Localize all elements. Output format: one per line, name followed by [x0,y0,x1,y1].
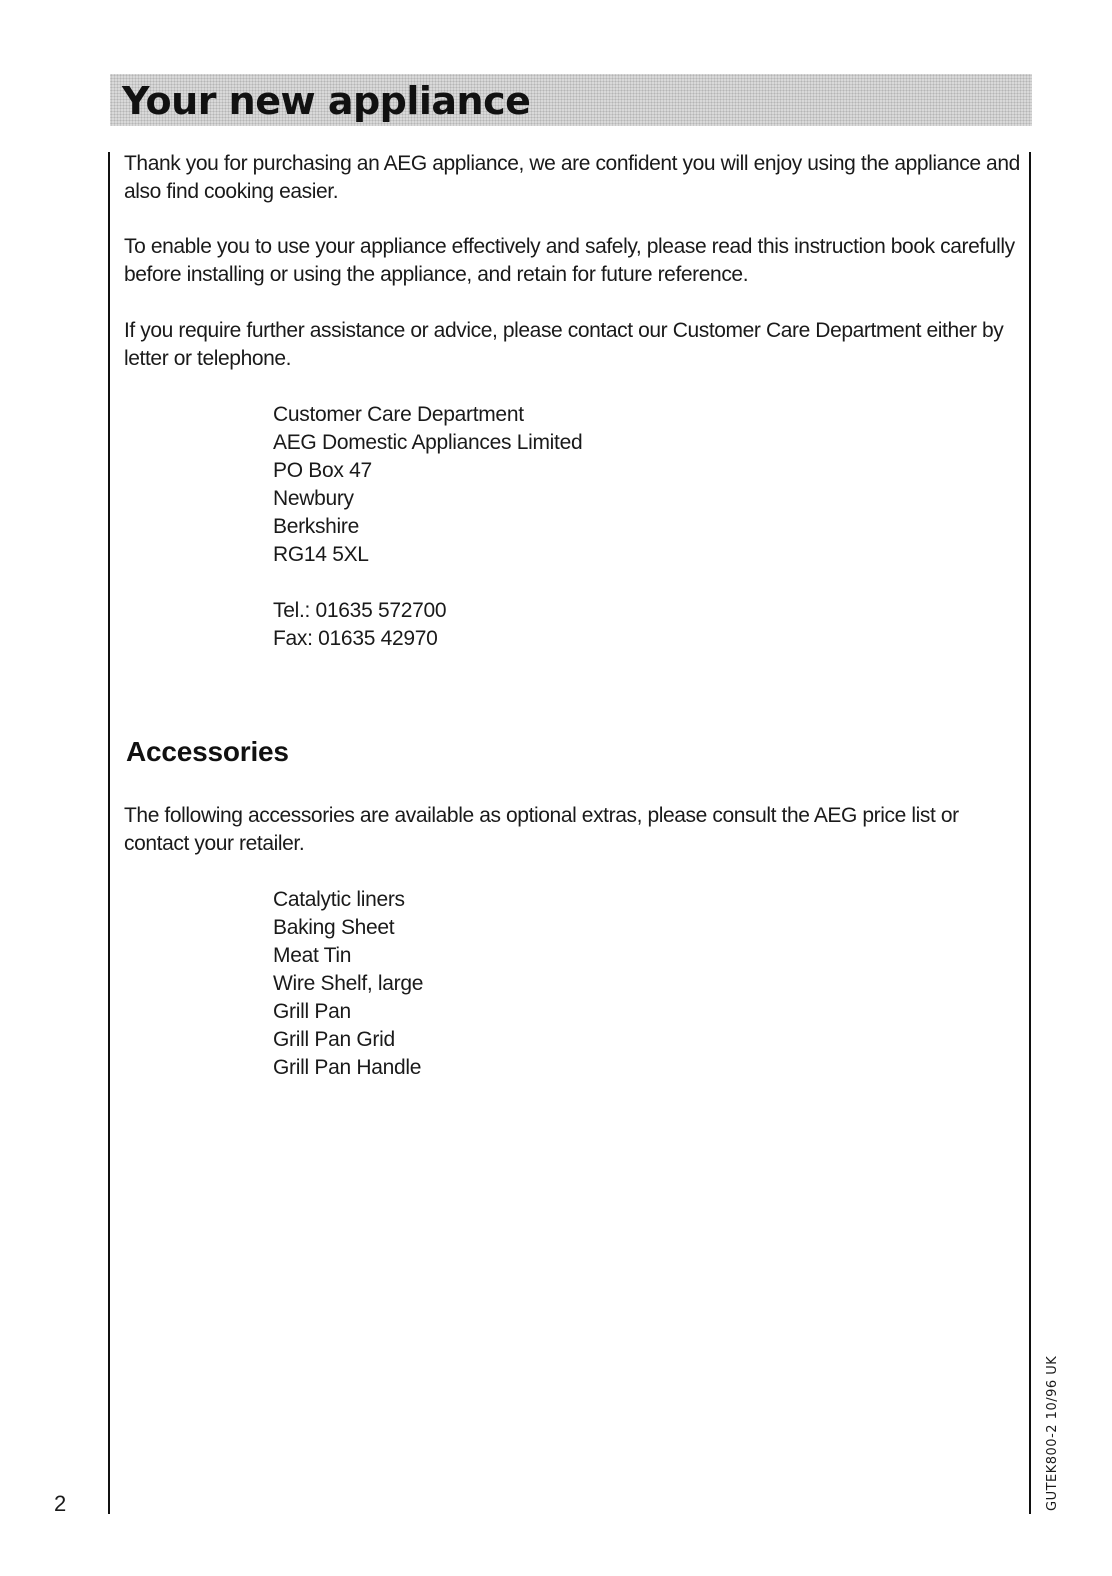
address-line-company: AEG Domestic Appliances Limited [273,431,583,454]
address-line-postcode: RG14 5XL [273,543,369,566]
intro-paragraph-thanks: Thank you for purchasing an AEG appliance, we are confident you will enjoy using the appliance and also find cooking easier. [124,152,1020,203]
intro-paragraph-assistance: If you require further assistance or advice, please contact our Customer Care Department either by letter or telephone. [124,319,1004,370]
document-code: GUTEK800-2 10/96 UK [1045,1355,1060,1511]
contact-block [273,597,446,653]
accessories-list [273,886,423,1082]
intro-paragraph-safety: To enable you to use your appliance effectively and safely, please read this instruction book carefully before installing or using the appliance, and retain for future reference. [124,235,1015,286]
address-line-department: Customer Care Department [273,403,524,426]
accessories-heading: Accessories [126,736,289,767]
accessories-intro: The following accessories are available as optional extras, please consult the AEG price list or contact your retailer. [124,804,959,855]
address-line-county: Berkshire [273,515,359,538]
accessory-item: Grill Pan [273,1000,351,1023]
page-title: Your new appliance [122,79,531,123]
accessory-item: Baking Sheet [273,916,395,939]
address-line-po-box: PO Box 47 [273,459,372,482]
accessory-item: Meat Tin [273,944,352,967]
accessory-item: Grill Pan Grid [273,1028,395,1051]
accessory-item: Wire Shelf, large [273,972,424,995]
page-number: 2 [54,1491,67,1516]
accessory-item: Catalytic liners [273,888,405,911]
address-block [273,401,582,569]
left-margin-rule [108,152,110,1514]
telephone-number: Tel.: 01635 572700 [273,599,447,622]
accessory-item: Grill Pan Handle [273,1056,422,1079]
right-margin-rule [1029,152,1031,1514]
address-line-town: Newbury [273,487,354,510]
fax-number: Fax: 01635 42970 [273,627,438,650]
